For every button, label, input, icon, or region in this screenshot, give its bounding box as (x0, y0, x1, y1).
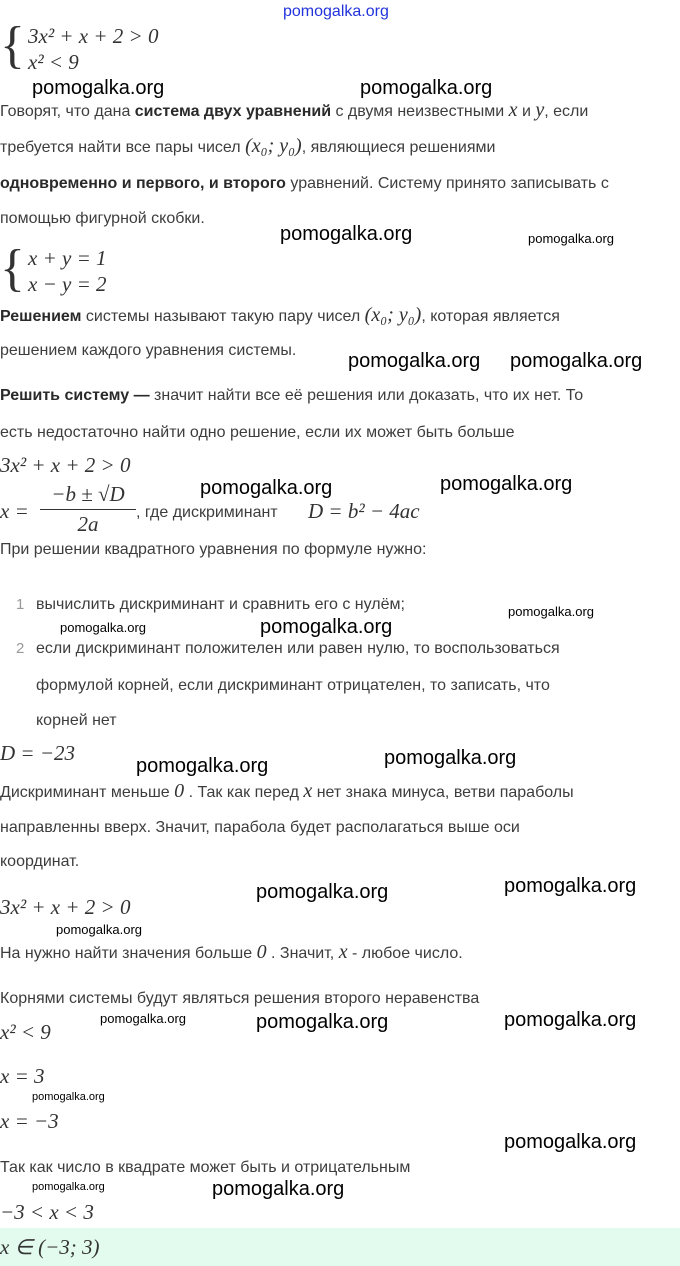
paragraph-line: При решении квадратного уравнения по формуле нужно: (0, 541, 427, 558)
text: уравнений. Систему принято записывать с (285, 175, 609, 192)
watermark: pomogalka.org (504, 875, 637, 897)
watermark: pomogalka.org (440, 473, 573, 495)
paragraph-line: Корнями системы будут являться решения второго неравенства (0, 990, 480, 1007)
text: , которая является (421, 308, 560, 325)
math: y (535, 99, 545, 121)
bold-text: система двух уравнений (134, 103, 332, 120)
paragraph-line (0, 100, 588, 122)
math: x (508, 99, 518, 121)
system1-eq1: 3x² + x + 2 > 0 (28, 24, 159, 48)
text: . Так как перед (184, 784, 304, 801)
discriminant-value: D = −23 (0, 741, 76, 765)
math: (x₀; y₀) (364, 304, 422, 326)
watermark: pomogalka.org (384, 747, 517, 769)
brace-icon: { (0, 17, 25, 74)
paragraph-line (0, 942, 463, 964)
text: . Значит, (266, 945, 339, 962)
watermark: pomogalka.org (528, 231, 614, 246)
text: значит найти все её решения или доказать, что их нет. То (149, 387, 584, 404)
system2-eq1: x + y = 1 (28, 246, 107, 270)
system1-eq2: x² < 9 (28, 50, 79, 74)
watermark: pomogalka.org (508, 604, 594, 619)
inequality: x² < 9 (0, 1020, 51, 1044)
math: (x₀; y₀) (245, 135, 302, 157)
watermark: pomogalka.org (510, 350, 643, 372)
root: x = −3 (0, 1109, 59, 1133)
watermark: pomogalka.org (348, 350, 481, 372)
paragraph-line (0, 174, 609, 194)
formula-numerator: −b ± √D (51, 482, 125, 506)
watermark: pomogalka.org (260, 616, 393, 638)
text: системы называют такую пару чисел (81, 308, 365, 325)
inequality: 3x² + x + 2 > 0 (0, 453, 131, 477)
range: −3 < x < 3 (0, 1200, 94, 1224)
list-item: формулой корней, если дискриминант отрицателен, то записать, что (36, 677, 550, 694)
brace-icon: { (0, 240, 25, 297)
text: и (517, 103, 536, 120)
watermark: pomogalka.org (360, 77, 493, 99)
paragraph-line (0, 305, 560, 327)
text: На нужно найти значения больше (0, 945, 257, 962)
text: , если (544, 103, 589, 120)
watermark: pomogalka.org (32, 1091, 105, 1103)
text: нет знака минуса, ветви параболы (312, 784, 574, 801)
paragraph-line: Так как число в квадрате может быть и отрицательным (0, 1159, 411, 1176)
bold-text: одновременно и первого, и второго (0, 175, 286, 192)
bold-text: Решением (0, 308, 82, 325)
paragraph-line: помощью фигурной скобки. (0, 210, 205, 227)
text: - любое число. (347, 945, 463, 962)
paragraph-line: координат. (0, 853, 80, 870)
fraction-bar (40, 509, 136, 510)
math: x (303, 780, 313, 802)
paragraph-line (0, 386, 583, 406)
watermark-top: pomogalka.org (283, 3, 389, 20)
watermark: pomogalka.org (32, 1181, 105, 1193)
list-item: вычислить дискриминант и сравнить его с нулём; (36, 596, 405, 613)
watermark: pomogalka.org (136, 755, 269, 777)
paragraph-line: направленны вверх. Значит, парабола будет располагаться выше оси (0, 819, 520, 836)
text: Говорят, что дана (0, 103, 135, 120)
root: x = 3 (0, 1064, 45, 1088)
paragraph-line: решением каждого уравнения системы. (0, 342, 297, 359)
math: 0 (174, 780, 185, 802)
paragraph-line (0, 136, 495, 158)
watermark: pomogalka.org (256, 881, 389, 903)
list-item: если дискриминант положителен или равен нулю, то воспользоваться (36, 640, 560, 657)
watermark: pomogalka.org (60, 620, 146, 635)
formula-denominator: 2a (77, 512, 99, 536)
text: с двумя неизвестными (331, 103, 509, 120)
formula-lhs: x = (0, 499, 29, 523)
watermark: pomogalka.org (256, 1011, 389, 1033)
discriminant-formula: D = b² − 4ac (308, 499, 420, 523)
watermark: pomogalka.org (32, 77, 165, 99)
list-number: 1 (16, 596, 25, 613)
list-number: 2 (16, 640, 25, 657)
formula-text: , где дискриминант (136, 504, 278, 521)
answer: x ∈ (−3; 3) (0, 1235, 100, 1259)
watermark: pomogalka.org (504, 1009, 637, 1031)
inequality: 3x² + x + 2 > 0 (0, 895, 131, 919)
math: x (338, 941, 348, 963)
watermark: pomogalka.org (200, 477, 333, 499)
paragraph-line: есть недостаточно найти одно решение, если их может быть больше (0, 424, 515, 441)
text: , являющиеся решениями (301, 139, 496, 156)
system2-eq2: x − y = 2 (28, 272, 107, 296)
watermark: pomogalka.org (280, 223, 413, 245)
watermark: pomogalka.org (212, 1178, 345, 1200)
math: 0 (256, 941, 267, 963)
watermark: pomogalka.org (56, 922, 142, 937)
watermark: pomogalka.org (504, 1131, 637, 1153)
watermark: pomogalka.org (100, 1011, 186, 1026)
answer-highlight (0, 1228, 680, 1266)
paragraph-line (0, 781, 574, 803)
text: Дискриминант меньше (0, 784, 175, 801)
bold-text: Решить систему — (0, 387, 150, 404)
text: требуется найти все пары чисел (0, 139, 246, 156)
list-item: корней нет (36, 712, 117, 729)
